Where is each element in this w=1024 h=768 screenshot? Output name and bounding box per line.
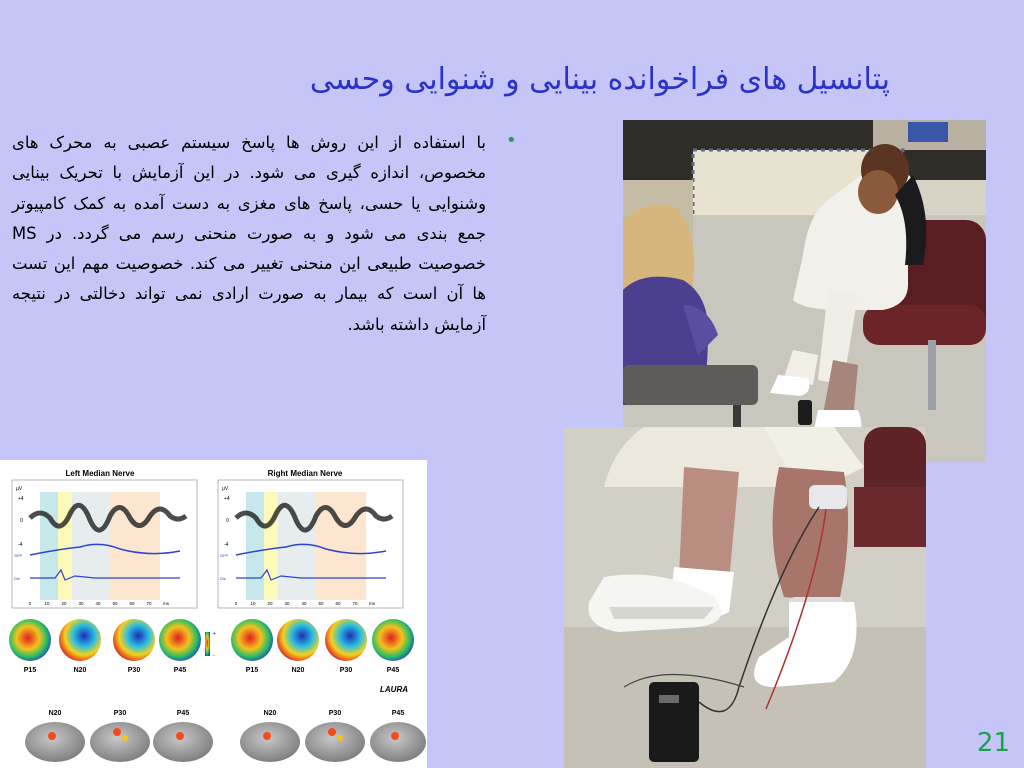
svg-text:N20: N20	[48, 710, 62, 717]
patient-seated-image	[623, 120, 986, 462]
colorbar-plus: +	[213, 631, 216, 637]
right-panel-traces	[218, 480, 403, 608]
left-topo-maps	[9, 619, 201, 661]
svg-text:ms: ms	[369, 601, 375, 606]
right-x-ticks	[235, 601, 376, 606]
svg-text:P45: P45	[386, 667, 400, 674]
svg-text:0: 0	[234, 601, 238, 606]
svg-text:10: 10	[44, 601, 50, 606]
evoked-potential-figure	[0, 460, 427, 768]
left-y-unit: µV	[16, 486, 23, 492]
svg-text:P45: P45	[176, 710, 190, 717]
svg-text:70: 70	[352, 601, 358, 606]
leg-electrodes-photo	[564, 427, 926, 768]
slide-title: پتانسیل های فراخوانده بینایی و شنوایی وحسی	[309, 62, 890, 97]
svg-text:30: 30	[78, 601, 84, 606]
svg-text:P15: P15	[245, 667, 259, 674]
svg-text:P30: P30	[127, 667, 141, 674]
left-row-label-gfp: GFP	[14, 553, 23, 558]
right-row-label-gfp: GFP	[220, 553, 229, 558]
right-y-tick-top: +4	[224, 496, 230, 502]
svg-text:20: 20	[61, 601, 67, 606]
svg-text:N20: N20	[73, 667, 87, 674]
svg-text:10: 10	[250, 601, 256, 606]
right-y-tick-mid: 0	[226, 518, 229, 524]
right-y-tick-bottom: -4	[224, 542, 229, 548]
slide-number: 21	[976, 728, 1010, 758]
subject-label: LAURA	[380, 685, 408, 694]
svg-text:50: 50	[112, 601, 118, 606]
brain-renders	[25, 722, 426, 762]
svg-text:P30: P30	[339, 667, 353, 674]
left-row-label-dis: Dis	[14, 576, 20, 581]
left-y-tick-top: +4	[18, 496, 24, 502]
right-panel-title: Right Median Nerve	[267, 469, 343, 478]
bullet-text: با استفاده از این روش ها پاسخ سیستم عصبی به محرک های مخصوص، اندازه گیری می شود. در این آزمایش با تحریک بینایی وشنوایی یا حسی، پاسخ های مغزی به دست آمده به کمک کامپیوتر جمع بندی می شود و به صورت منحنی رسم می گردد. در MS خصوصیت طبیعی این منحنی تغییر می کند. خصوصیت مهم این تست ها آن است که بیمار به صورت ارادی نمی تواند دخالتی در نتیجه آزمایش داشته باشد.	[12, 133, 486, 334]
svg-text:N20: N20	[291, 667, 305, 674]
svg-text:P45: P45	[391, 710, 405, 717]
svg-text:40: 40	[95, 601, 101, 606]
left-panel-title: Left Median Nerve	[65, 469, 135, 478]
right-y-unit: µV	[222, 486, 229, 492]
svg-text:60: 60	[335, 601, 341, 606]
svg-text:N20: N20	[263, 710, 277, 717]
svg-text:P30: P30	[328, 710, 342, 717]
svg-text:50: 50	[318, 601, 324, 606]
right-topo-maps	[231, 619, 414, 661]
colorbar-minus: -	[213, 653, 215, 659]
svg-text:ms: ms	[163, 601, 169, 606]
topo-peak-labels	[24, 667, 400, 674]
svg-text:P30: P30	[113, 710, 127, 717]
svg-text:30: 30	[284, 601, 290, 606]
svg-text:20: 20	[267, 601, 273, 606]
left-y-tick-mid: 0	[20, 518, 23, 524]
right-row-label-dis: Dis	[220, 576, 226, 581]
svg-text:P15: P15	[23, 667, 37, 674]
patient-seated-photo	[623, 120, 986, 462]
leg-electrodes-image	[564, 427, 926, 768]
bullet-icon: •	[506, 130, 517, 151]
svg-text:P45: P45	[173, 667, 187, 674]
svg-text:0: 0	[28, 601, 32, 606]
colorbar	[205, 632, 210, 656]
left-panel-traces	[12, 480, 197, 608]
brain-labels	[49, 710, 405, 717]
left-x-ticks	[29, 601, 170, 606]
svg-text:70: 70	[146, 601, 152, 606]
svg-text:40: 40	[301, 601, 307, 606]
left-y-tick-bottom: -4	[18, 542, 23, 548]
svg-text:60: 60	[129, 601, 135, 606]
